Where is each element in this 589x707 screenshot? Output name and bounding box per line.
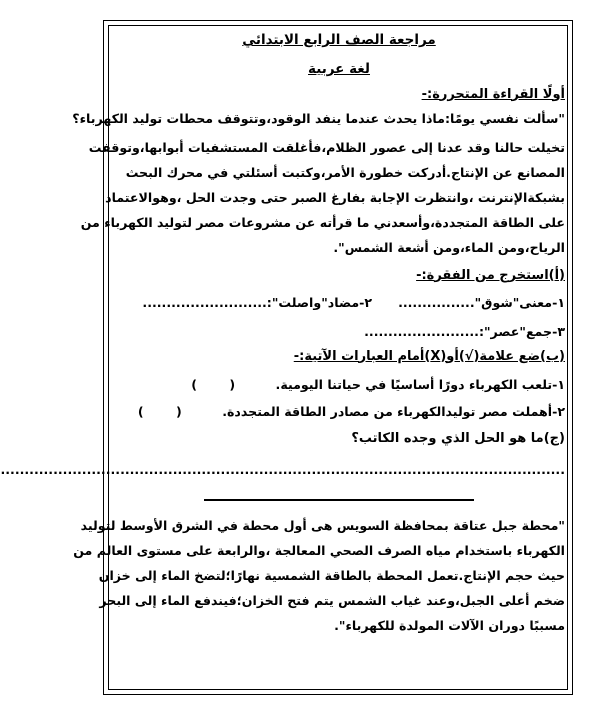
part-c-heading: (ج)ما هو الحل الذي وجده الكاتب؟ [351, 430, 565, 446]
subject-title [113, 61, 565, 77]
page-title [113, 32, 565, 50]
paragraph-line: الرياح،ومن الماء،ومن أشعة الشمس". [333, 239, 565, 255]
section-divider [204, 499, 474, 501]
part-b-heading: (ب)ضع علامة(√)أو(X)أمام العبارات الآتية:- [293, 348, 565, 364]
page-title-text: مراجعة الصف الرابع الابتدائي [242, 32, 436, 48]
part-a-row-1 [113, 295, 565, 310]
statement-1 [113, 377, 565, 392]
part-a-heading: (أ)استخرج من الفقرة:- [416, 267, 565, 283]
answer-bracket-1[interactable]: ( ) [191, 376, 250, 392]
paragraph-line: المصانع عن الإنتاج.أدركت خطورة الأمر،وكتبت أسئلتي في محرك البحث [125, 164, 565, 180]
reading-question-line: "سألت نفسي يومًا:ماذا يحدث عندما ينفد الوقود،وتتوقف محطات توليد الكهرباء؟ [72, 110, 565, 126]
statement-2 [113, 404, 565, 419]
question-opposite: ٢-مضاد"واصلت":.......................... [142, 294, 373, 310]
section-one-heading: أولًا القراءة المتحررة:- [421, 86, 565, 102]
paragraph-line: حيث حجم الإنتاج.تعمل المحطة بالطاقة الشمسية نهارًا؛لتضخ الماء إلى خزان [98, 567, 565, 583]
statement-2-text: ٢-أهملت مصر توليدالكهرباء من مصادر الطاقة المتجددة. [222, 403, 565, 419]
second-paragraph [73, 513, 565, 638]
paragraph-line: على الطاقة المتجددة،وأسعدني ما قرأته عن مشروعات مصر لتوليد الكهرباء من [80, 214, 565, 230]
worksheet-content [0, 30, 565, 690]
answer-bracket-2[interactable]: ( ) [137, 403, 196, 419]
question-meaning: ١-معنى"شوق"................ [398, 294, 565, 310]
reading-paragraph [80, 135, 565, 260]
subject-title-text: لغة عربية [308, 60, 370, 77]
question-plural: ٣-جمع"عصر":........................ [364, 323, 565, 339]
paragraph-line: الكهرباء باستخدام مياه الصرف الصحي المعالجة ،والرابعة على مستوى العالم من [73, 542, 565, 558]
paragraph-line: "محطة جبل عتاقة بمحافظة السويس هى أول محطة في الشرق الأوسط لتوليد [80, 517, 565, 533]
statement-1-text: ١-تلعب الكهرباء دورًا أساسيًا في حياتنا اليومية. [275, 376, 565, 392]
paragraph-line: ضخم أعلى الجبل،وعند غياب الشمس يتم فتح الخزان؛فيندفع الماء إلى البحر [99, 592, 565, 608]
paragraph-line: تخيلت حالنا وقد عدنا إلى عصور الظلام،فأغلقت المستشفيات أبوابها،وتوقفت [88, 139, 565, 155]
paragraph-line: مسببًا دوران الآلات المولدة للكهرباء". [334, 617, 565, 633]
paragraph-line: بشبكةالإنترنت ،وانتظرت الإجابة بفارغ الصبر حتى وجدت الحل ،وهوالاعتماد [105, 189, 565, 205]
answer-line[interactable]: ...................................................................................................................... [0, 461, 565, 477]
